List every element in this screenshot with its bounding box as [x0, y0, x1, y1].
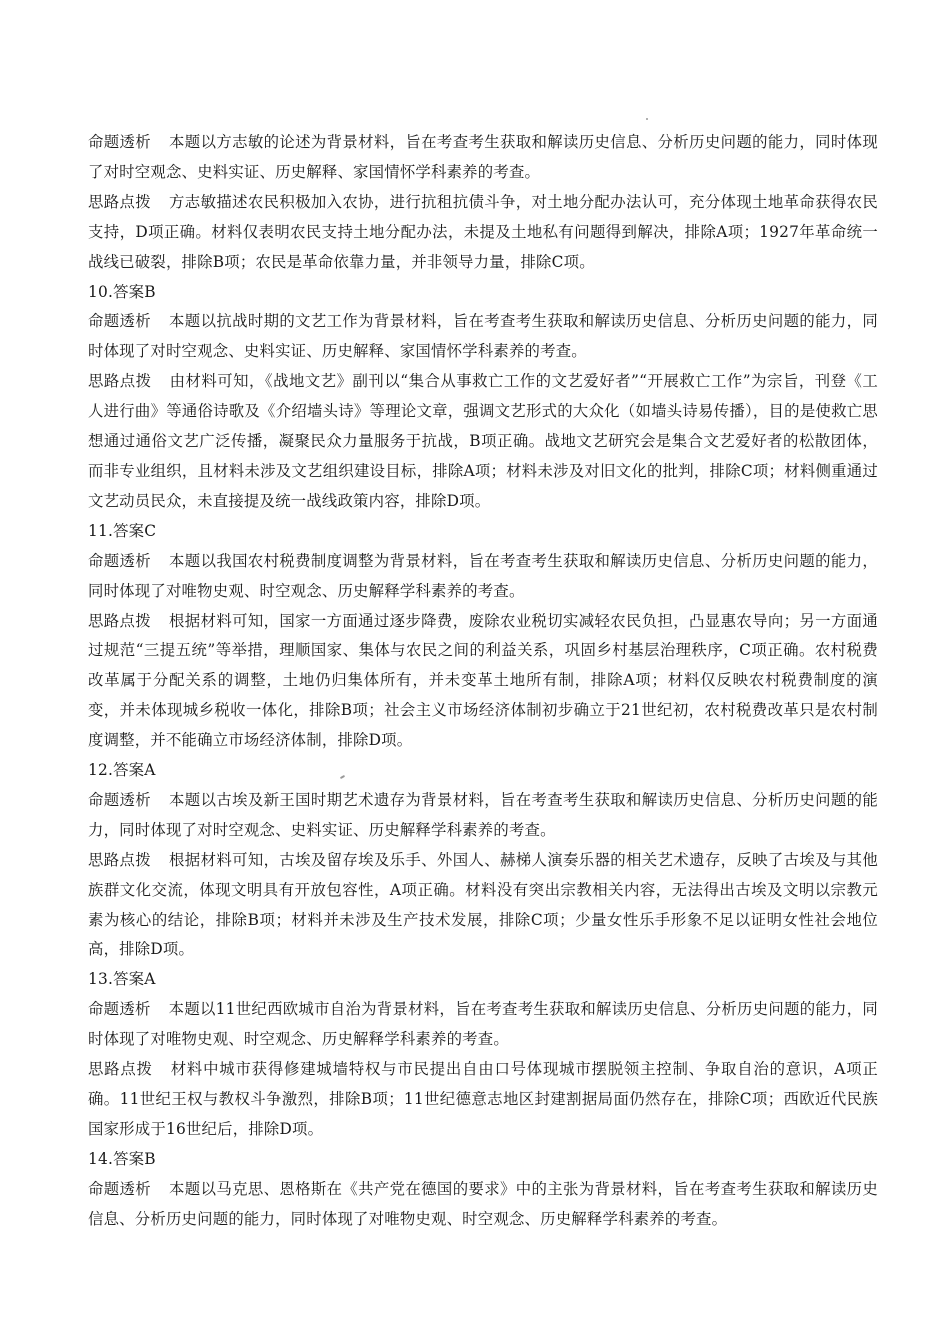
analysis-tag: 命题透析 [88, 1000, 151, 1019]
analysis-paragraph [88, 995, 878, 1055]
analysis-paragraph [88, 1175, 878, 1235]
hint-tag: 思路点拨 [88, 192, 152, 211]
answer-heading: 13.答案A [88, 970, 156, 989]
analysis-tag: 命题透析 [88, 1179, 152, 1198]
hint-paragraph [88, 1055, 878, 1145]
answer-block-10 [88, 278, 878, 517]
analysis-text: 本题以11世纪西欧城市自治为背景材料，旨在考查考生获取和解读历史信息、分析历史问题的能力，同时体现了对唯物史观、时空观念、历史解释学科素养的考查。 [88, 1000, 878, 1049]
analysis-text: 本题以抗战时期的文艺工作为背景材料，旨在考查考生获取和解读历史信息、分析历史问题的能力，同时体现了对时空观念、史料实证、历史解释、家国情怀学科素养的考查。 [88, 312, 878, 361]
analysis-tag: 命题透析 [88, 551, 152, 570]
scan-speck [646, 118, 648, 120]
hint-paragraph [88, 846, 878, 966]
answer-block-11 [88, 517, 878, 756]
hint-tag: 思路点拨 [88, 372, 152, 391]
hint-text: 根据材料可知，国家一方面通过逐步降费，废除农业税切实减轻农民负担，凸显惠农导向；另一方面通过规范“三提五统”等举措，理顺国家、集体与农民之间的利益关系，巩固乡村基层治理秩序，C项正确。农村税费改革属于分配关系的调整，土地仍归集体所有，并未变革土地所有制，排除A项；材料仅反映农村税费制度的演变，并未体现城乡税收一体化，排除B项；社会主义市场经济体制初步确立于21世纪初，农村税费改革只是农村制度调整，并不能确立市场经济体制，排除D项。 [88, 611, 878, 750]
analysis-paragraph [88, 307, 878, 367]
answer-heading: 11.答案C [88, 521, 157, 540]
hint-tag: 思路点拨 [88, 611, 152, 630]
analysis-text: 本题以古埃及新王国时期艺术遗存为背景材料，旨在考查考生获取和解读历史信息、分析历史问题的能力，同时体现了对时空观念、史料实证、历史解释学科素养的考查。 [88, 790, 878, 839]
hint-paragraph [88, 188, 878, 278]
answer-block-12 [88, 756, 878, 965]
analysis-paragraph [88, 128, 878, 188]
analysis-paragraph [88, 547, 878, 607]
hint-text: 方志敏描述农民积极加入农协，进行抗租抗债斗争，对土地分配办法认可，充分体现土地革命获得农民支持，D项正确。材料仅表明农民支持土地分配办法，未提及土地私有问题得到解决，排除A项；1927年革命统一战线已破裂，排除B项；农民是革命依靠力量，并非领导力量，排除C项。 [88, 192, 878, 271]
hint-tag: 思路点拨 [88, 850, 152, 869]
answer-block-9 [88, 128, 878, 278]
analysis-text: 本题以马克思、恩格斯在《共产党在德国的要求》中的主张为背景材料，旨在考查考生获取和解读历史信息、分析历史问题的能力，同时体现了对唯物史观、时空观念、历史解释学科素养的考查。 [88, 1179, 878, 1228]
analysis-text: 本题以方志敏的论述为背景材料，旨在考查考生获取和解读历史信息、分析历史问题的能力，同时体现了对时空观念、史料实证、历史解释、家国情怀学科素养的考查。 [88, 133, 878, 181]
hint-tag: 思路点拨 [88, 1060, 153, 1079]
analysis-paragraph [88, 786, 878, 846]
answer-heading: 10.答案B [88, 282, 156, 301]
answer-heading: 14.答案B [88, 1149, 156, 1168]
analysis-text: 本题以我国农村税费制度调整为背景材料，旨在考查考生获取和解读历史信息、分析历史问题的能力，同时体现了对唯物史观、时空观念、历史解释学科素养的考查。 [88, 551, 878, 600]
answer-explanation-page [88, 128, 878, 1235]
hint-text: 根据材料可知，古埃及留存埃及乐手、外国人、赫梯人演奏乐器的相关艺术遗存，反映了古埃及与其他族群文化交流，体现文明具有开放包容性，A项正确。材料没有突出宗教相关内容，无法得出古埃及文明以宗教元素为核心的结论，排除B项；材料并未涉及生产技术发展，排除C项；少量女性乐手形象不足以证明女性社会地位高，排除D项。 [88, 850, 878, 959]
answer-heading: 12.答案A [88, 761, 156, 780]
hint-paragraph [88, 367, 878, 517]
analysis-tag: 命题透析 [88, 133, 152, 151]
hint-text: 由材料可知，《战地文艺》副刊以“集合从事救亡工作的文艺爱好者”“开展救亡工作”为宗旨，刊登《工人进行曲》等通俗诗歌及《介绍墙头诗》等理论文章，强调文艺形式的大众化（如墙头诗易传播），目的是使救亡思想通过通俗文艺广泛传播，凝聚民众力量服务于抗战，B项正确。战地文艺研究会是集合文艺爱好者的松散团体，而非专业组织，且材料未涉及文艺组织建设目标，排除A项；材料未涉及对旧文化的批判，排除C项；材料侧重通过文艺动员民众，未直接提及统一战线政策内容，排除D项。 [88, 372, 878, 510]
answer-block-13 [88, 965, 878, 1144]
hint-paragraph [88, 607, 878, 757]
analysis-tag: 命题透析 [88, 312, 152, 331]
analysis-tag: 命题透析 [88, 790, 152, 809]
answer-block-14 [88, 1145, 878, 1235]
hint-text: 材料中城市获得修建城墙特权与市民提出自由口号体现城市摆脱领主控制、争取自治的意识，A项正确。11世纪王权与教权斗争激烈，排除B项；11世纪德意志地区封建割据局面仍然存在，排除C项；西欧近代民族国家形成于16世纪后，排除D项。 [88, 1060, 878, 1138]
